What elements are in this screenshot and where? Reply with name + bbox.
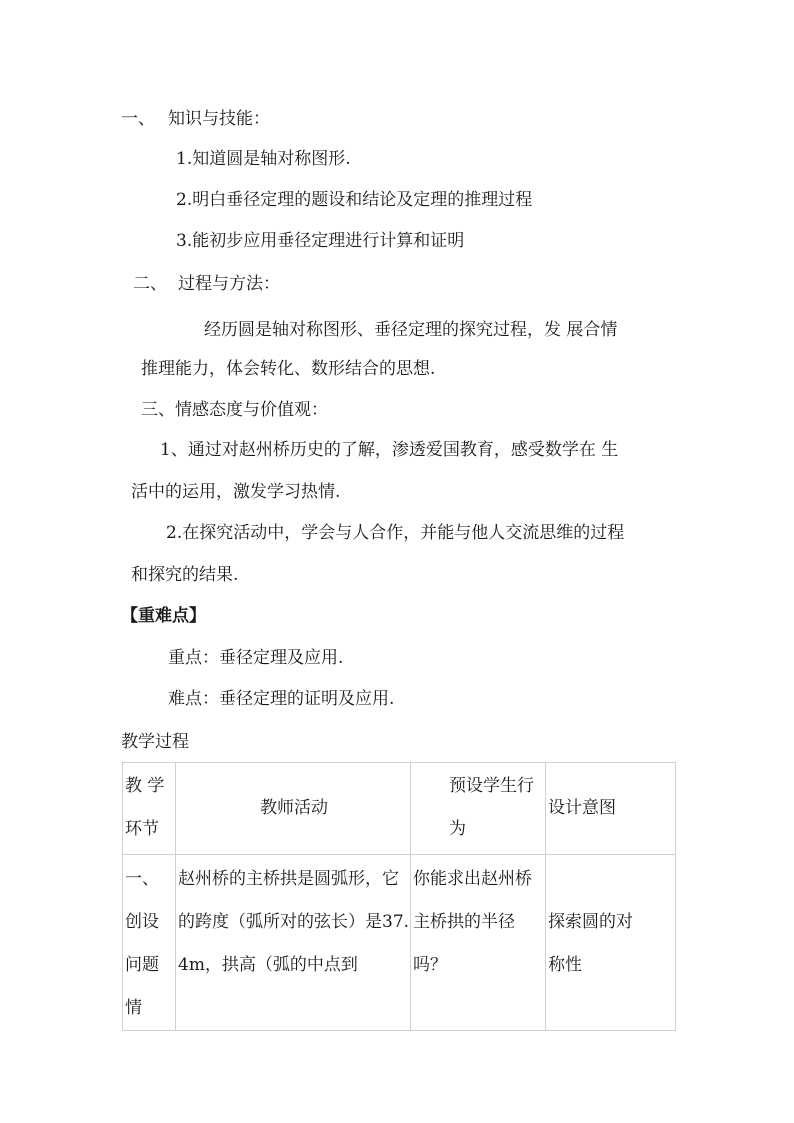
row1-stage [123,855,176,1031]
row1-teacher-text: 赵州桥的主桥拱是圆弧形，它的跨度（弧所对的弦长）是37.4m，拱高（弧的中点到 [178,869,410,975]
section2-paragraph-line1: 经历圆是轴对称图形、垂径定理的探究过程，发 展合情 [204,320,618,340]
header-intent-label: 设计意图 [548,798,616,818]
section3-p1-line1: 1、通过对赵州桥历史的了解，渗透爱国教育，感受数学在 生 [160,440,619,460]
header-stage-label: 教 学 环节 [125,776,165,839]
row1-student-text: 你能求出赵州桥主桥拱的半径吗？ [413,869,532,975]
row1-student [411,855,546,1031]
header-student-label: 预设学生行为 [449,776,534,839]
process-table [122,762,676,1031]
section1-item-1: 1.知道圆是轴对称图形. [176,149,351,169]
table-row [123,855,676,1031]
section2-heading-prefix: 二、 [133,274,167,294]
section2-paragraph-line2: 推理能力，体会转化、数形结合的思想. [141,359,436,379]
section1-item-3: 3.能初步应用垂径定理进行计算和证明 [176,231,465,251]
header-teacher [176,763,411,855]
section2-heading: 过程与方法： [178,274,280,294]
row1-teacher [176,855,411,1031]
section3-heading: 三、情感态度与价值观： [141,400,328,420]
key-point: 重点：垂径定理及应用. [168,648,344,668]
row1-intent [546,855,676,1031]
section1-item-2: 2.明白垂径定理的题设和结论及定理的推理过程 [176,190,533,210]
row1-intent-text: 探索圆的对称性 [548,912,633,975]
header-intent [546,763,676,855]
table-header-row [123,763,676,855]
section3-p2-line1: 2.在探究活动中，学会与人合作，并能与他人交流思维的过程 [166,523,625,543]
header-student [411,763,546,855]
header-stage [123,763,176,855]
header-teacher-label: 教师活动 [260,798,328,818]
process-title: 教学过程 [121,732,189,752]
difficult-point: 难点：垂径定理的证明及应用. [168,689,395,709]
section3-p2-line2: 和探究的结果. [131,565,239,585]
row1-stage-text: 一、创设 问题 情 [125,869,159,1018]
section1-heading: 知识与技能： [168,109,270,129]
key-points-heading: 【重难点】 [121,606,206,626]
section1-heading-prefix: 一、 [121,109,155,129]
section3-p1-line2: 活中的运用，激发学习热情. [131,482,341,502]
